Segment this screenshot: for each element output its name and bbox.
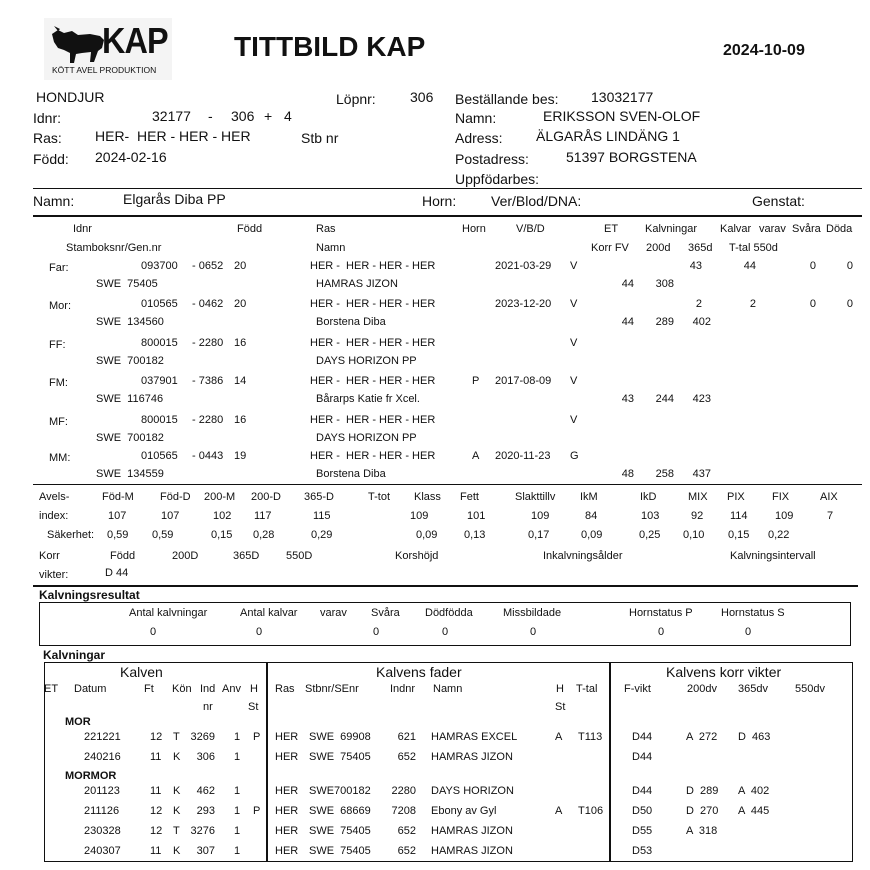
sakerhet-value: 0,17 xyxy=(528,529,550,541)
kalvningsresultat-header: Missbildade xyxy=(503,607,562,619)
ped-header-ttal: T-tal 550d xyxy=(729,242,778,254)
sakerhet-value: 0,28 xyxy=(253,529,275,541)
ped-idnr-b: - 7386 xyxy=(192,375,224,387)
kalvningsresultat-header: Hornstatus P xyxy=(629,607,693,619)
ped-korrfv: 48 xyxy=(621,468,634,480)
ped-fodd: 20 xyxy=(234,298,247,310)
bestallande-value: 13032177 xyxy=(591,89,654,105)
animal-type: HONDJUR xyxy=(36,89,105,105)
kalvn-header-200dv: 200dv xyxy=(687,683,717,695)
kalvn-namn: HAMRAS EXCEL xyxy=(431,731,518,743)
kalvningsresultat-value: 0 xyxy=(442,626,449,638)
kalvn-ft: 11 xyxy=(150,751,162,763)
group-kalven: Kalven xyxy=(120,664,163,680)
kalvn-h2: A xyxy=(555,731,563,743)
kalvn-kon: K xyxy=(173,785,181,797)
kalvn-stbnr: SWE 75405 xyxy=(309,845,371,857)
korr-inkalvningsalder-header: Inkalvningsålder xyxy=(543,550,623,562)
ped-namn: DAYS HORIZON PP xyxy=(316,355,417,367)
avelsindex-header: PIX xyxy=(727,491,745,503)
ped-label: MM: xyxy=(49,452,71,464)
ped-date: 2021-03-29 xyxy=(495,260,552,272)
ped-200d: 289 xyxy=(655,316,674,328)
ped-ras: HER - HER - HER - HER xyxy=(310,337,436,349)
ped-header-vbd: V/B/D xyxy=(516,223,545,235)
kalvn-namn: Ebony av Gyl xyxy=(431,805,497,817)
idnr-dash: - xyxy=(208,108,213,124)
kalvn-ft: 12 xyxy=(150,805,163,817)
avelsindex-header: MIX xyxy=(688,491,708,503)
kalvn-ft: 12 xyxy=(150,825,163,837)
ped-vbd: V xyxy=(570,414,578,426)
kalvningsresultat-value: 0 xyxy=(256,626,263,638)
kalvn-365dv: D 463 xyxy=(738,731,771,743)
kalvn-datum: 240307 xyxy=(84,845,121,857)
ped-365d: 437 xyxy=(692,468,711,480)
kalvn-namn: DAYS HORIZON xyxy=(431,785,514,797)
ped-idnr-a: 800015 xyxy=(141,337,178,349)
orderer-name: ERIKSSON SVEN-OLOF xyxy=(543,108,701,124)
kalvn-header-datum: Datum xyxy=(74,683,107,695)
kalvn-stbnr: SWE 75405 xyxy=(309,825,371,837)
avelsindex-value: 7 xyxy=(827,510,834,522)
korr-label-2: vikter: xyxy=(39,569,69,581)
avelsindex-header: Fett xyxy=(460,491,479,503)
group-kalvens-korr-vikter: Kalvens korr vikter xyxy=(666,664,782,680)
kalvn-stbnr: SWE 75405 xyxy=(309,751,371,763)
kalvn-200dv: A 272 xyxy=(686,731,718,743)
ped-ras: HER - HER - HER - HER xyxy=(310,260,436,272)
ped-365d: 402 xyxy=(692,316,711,328)
kalvn-stbnr: SWE700182 xyxy=(309,785,371,797)
kalvn-stbnr: SWE 69908 xyxy=(309,731,371,743)
avelsindex-value: 107 xyxy=(161,510,180,522)
ped-header-korrfv: Korr FV xyxy=(591,242,629,254)
kalvn-ras: HER xyxy=(275,805,299,817)
genstat-label: Genstat: xyxy=(752,193,805,209)
kalvn-header-h2: H xyxy=(556,683,564,695)
avelsindex-value: 103 xyxy=(641,510,660,522)
kalvningsresultat-value: 0 xyxy=(530,626,537,638)
ped-stamboknr: SWE 134559 xyxy=(96,468,164,480)
group-kalvens-fader: Kalvens fader xyxy=(376,664,462,680)
ped-header-fodd: Född xyxy=(237,223,263,235)
kalvningsresultat-value: 0 xyxy=(150,626,157,638)
kalvn-ind: 3276 xyxy=(190,825,215,837)
korr-550d-header: 550D xyxy=(286,550,313,562)
kalvn-section-label: MORMOR xyxy=(65,770,117,782)
bestallande-label: Beställande bes: xyxy=(455,91,559,107)
ped-header-kalvar: Kalvar xyxy=(720,223,752,235)
ped-label: FF: xyxy=(49,339,66,351)
kalvn-indnr: 7208 xyxy=(391,805,416,817)
avelsindex-value: 92 xyxy=(691,510,704,522)
animal-name: Elgarås Diba PP xyxy=(123,191,226,207)
kalvn-header-kon: Kön xyxy=(172,683,192,695)
ped-label: Far: xyxy=(49,262,69,274)
idnr-part1: 32177 xyxy=(152,108,191,124)
ped-vbd: V xyxy=(570,375,578,387)
sakerhet-value: 0,25 xyxy=(639,529,661,541)
kalvn-header-indnr: Indnr xyxy=(390,683,416,695)
ped-idnr-a: 010565 xyxy=(141,450,178,462)
ped-idnr-b: - 0443 xyxy=(192,450,224,462)
korr-fodd-header: Född xyxy=(110,550,136,562)
kalvningsresultat-header: Svåra xyxy=(371,607,400,619)
ped-vbd: G xyxy=(570,450,579,462)
kalvn-h2: A xyxy=(555,805,563,817)
kalvn-section-label: MOR xyxy=(65,716,91,728)
kalvn-fvikt: D53 xyxy=(632,845,653,857)
ped-header-kalvningar: Kalvningar xyxy=(645,223,697,235)
ped-namn: Bårarps Katie fr Xcel. xyxy=(316,393,420,405)
page-title: TITTBILD KAP xyxy=(234,31,426,62)
ped-ras: HER - HER - HER - HER xyxy=(310,414,436,426)
ped-svara: 0 xyxy=(809,260,816,272)
avelsindex-value: 84 xyxy=(585,510,598,522)
ped-label: FM: xyxy=(49,377,68,389)
avelsindex-header: IkD xyxy=(640,491,657,503)
ped-stamboknr: SWE 700182 xyxy=(96,432,164,444)
kalvn-ttal: T113 xyxy=(578,731,603,743)
kalvningsresultat-header: Dödfödda xyxy=(425,607,473,619)
kalvn-indnr: 621 xyxy=(397,731,416,743)
avelsindex-value: 102 xyxy=(213,510,232,522)
avelsindex-header: Föd-M xyxy=(102,491,134,503)
report-date: 2024-10-09 xyxy=(723,42,805,59)
idnr-part3: 4 xyxy=(284,108,292,124)
avelsindex-header: Slakttillv xyxy=(515,491,556,503)
ped-fodd: 20 xyxy=(234,260,247,272)
kalvn-ras: HER xyxy=(275,785,299,797)
kalvn-header-anv: Anv xyxy=(222,683,241,695)
kalvn-stbnr: SWE 68669 xyxy=(309,805,371,817)
kalvn-header-ft: Ft xyxy=(144,683,154,695)
sakerhet-value: 0,09 xyxy=(416,529,438,541)
kalvn-indnr: 652 xyxy=(397,825,416,837)
ped-kalvar: 2 xyxy=(749,298,756,310)
kalvn-header-h: H xyxy=(250,683,258,695)
sakerhet-value: 0,22 xyxy=(768,529,790,541)
kalvn-header-st2: St xyxy=(555,701,566,713)
ped-label: MF: xyxy=(49,416,68,428)
kalvn-anv: 1 xyxy=(234,825,241,837)
orderer-name-label: Namn: xyxy=(455,110,497,126)
ped-date: 2023-12-20 xyxy=(495,298,552,310)
kalvn-kon: K xyxy=(173,751,181,763)
avelsindex-label-2: index: xyxy=(39,510,69,522)
sakerhet-value: 0,29 xyxy=(311,529,333,541)
kalvn-365dv: A 402 xyxy=(738,785,770,797)
lopnr-label: Löpnr: xyxy=(336,91,376,107)
kalvn-header-ras: Ras xyxy=(275,683,295,695)
avelsindex-header: FIX xyxy=(772,491,790,503)
ped-idnr-b: - 2280 xyxy=(192,414,224,426)
ped-header-namn: Namn xyxy=(316,242,346,254)
sakerhet-value: 0,15 xyxy=(211,529,233,541)
kalvningsresultat-value: 0 xyxy=(658,626,665,638)
kalvn-datum: 230328 xyxy=(84,825,121,837)
kalvn-anv: 1 xyxy=(234,845,241,857)
ped-horn: P xyxy=(472,375,480,387)
ras-value: HER- HER - HER - HER xyxy=(95,128,251,144)
kalvn-datum: 211126 xyxy=(84,805,120,817)
ped-doda: 0 xyxy=(846,298,853,310)
korr-200d-header: 200D xyxy=(172,550,199,562)
adress-value: ÄLGARÅS LINDÄNG 1 xyxy=(536,128,680,144)
kalvn-ras: HER xyxy=(275,751,299,763)
sakerhet-value: 0,15 xyxy=(728,529,750,541)
kalvn-ft: 11 xyxy=(150,785,162,797)
kalvn-ind: 3269 xyxy=(190,731,215,743)
korr-label-1: Korr xyxy=(39,550,60,562)
avelsindex-header: 200-D xyxy=(251,491,281,503)
kalvn-header-et: ET xyxy=(44,683,59,695)
stbnr-label: Stb nr xyxy=(301,130,339,146)
ped-stamboknr: SWE 700182 xyxy=(96,355,164,367)
kalvn-ft: 11 xyxy=(150,845,162,857)
ped-idnr-a: 037901 xyxy=(141,375,178,387)
kalvn-ttal: T106 xyxy=(578,805,604,817)
ped-kalvningar: 2 xyxy=(695,298,702,310)
ped-vbd: V xyxy=(570,337,578,349)
ped-vbd: V xyxy=(570,260,578,272)
fodd-label: Född: xyxy=(33,151,69,167)
avelsindex-header: 200-M xyxy=(204,491,236,503)
ped-doda: 0 xyxy=(846,260,853,272)
avelsindex-value: 114 xyxy=(730,510,748,522)
ped-header-doda: Döda xyxy=(826,223,853,235)
idnr-part2: 306 xyxy=(231,108,255,124)
ped-ras: HER - HER - HER - HER xyxy=(310,450,436,462)
avelsindex-header: 365-D xyxy=(304,491,334,503)
avelsindex-value: 107 xyxy=(108,510,127,522)
kalvn-header-fvikt: F-vikt xyxy=(624,683,651,695)
ped-namn: Borstena Diba xyxy=(316,468,386,480)
ped-date: 2020-11-23 xyxy=(495,450,551,462)
sakerhet-value: 0,59 xyxy=(152,529,174,541)
kalvn-indnr: 2280 xyxy=(391,785,416,797)
kalvn-header-nr: nr xyxy=(203,701,213,713)
ped-idnr-b: - 0652 xyxy=(192,260,224,272)
ped-idnr-b: - 0462 xyxy=(192,298,224,310)
ped-date: 2017-08-09 xyxy=(495,375,552,387)
kap-logo xyxy=(44,18,172,80)
kalvningsresultat-header: varav xyxy=(320,607,347,619)
kalvn-fvikt: D44 xyxy=(632,751,653,763)
avelsindex-label-1: Avels- xyxy=(39,491,70,503)
kalvn-ind: 307 xyxy=(196,845,215,857)
ped-fodd: 14 xyxy=(234,375,247,387)
avelsindex-value: 109 xyxy=(531,510,550,522)
ped-ras: HER - HER - HER - HER xyxy=(310,375,436,387)
ped-header-horn: Horn xyxy=(462,223,486,235)
kalvningsresultat-header: Hornstatus S xyxy=(721,607,785,619)
ped-stamboknr: SWE 75405 xyxy=(96,278,158,290)
ras-label: Ras: xyxy=(33,130,62,146)
divider-pedigree xyxy=(33,215,862,217)
idnr-plus: + xyxy=(264,108,273,124)
kalvn-indnr: 652 xyxy=(397,845,416,857)
ped-svara: 0 xyxy=(809,298,816,310)
ped-stamboknr: SWE 134560 xyxy=(96,316,164,328)
avelsindex-value: 101 xyxy=(467,510,486,522)
ped-namn: DAYS HORIZON PP xyxy=(316,432,417,444)
ped-fodd: 19 xyxy=(234,450,247,462)
avelsindex-header: AIX xyxy=(820,491,838,503)
kalvningsresultat-header: Antal kalvningar xyxy=(129,607,208,619)
kalvn-datum: 221221 xyxy=(84,731,121,743)
ped-stamboknr: SWE 116746 xyxy=(96,393,164,405)
kalvn-header-ind: Ind xyxy=(200,683,216,695)
ped-namn: HAMRAS JIZON xyxy=(316,278,398,290)
kalvn-fvikt: D44 xyxy=(632,785,653,797)
ped-header-ras: Ras xyxy=(316,223,336,235)
kalvn-fvikt: D44 xyxy=(632,731,653,743)
kalvningsresultat-value: 0 xyxy=(373,626,380,638)
kalvn-kon: K xyxy=(173,845,181,857)
ped-365d: 423 xyxy=(692,393,711,405)
kalvn-anv: 1 xyxy=(234,731,241,743)
ped-namn: Borstena Diba xyxy=(316,316,386,328)
ped-fodd: 16 xyxy=(234,414,247,426)
kalvn-anv: 1 xyxy=(234,785,241,797)
kalvn-kon: T xyxy=(173,731,180,743)
ped-header-varav: varav xyxy=(759,223,786,235)
ped-horn: A xyxy=(472,450,480,462)
kalvn-ind: 306 xyxy=(196,751,215,763)
kalvn-ind: 293 xyxy=(196,805,215,817)
avelsindex-header: Klass xyxy=(414,491,441,503)
ped-header-idnr: Idnr xyxy=(73,223,92,235)
logo-wordmark: KAP xyxy=(102,20,168,61)
ped-200d: 258 xyxy=(655,468,674,480)
kalvningsresultat-title: Kalvningsresultat xyxy=(39,588,140,602)
kalvn-ras: HER xyxy=(275,825,299,837)
kalvn-200dv: A 318 xyxy=(686,825,718,837)
kalvn-datum: 240216 xyxy=(84,751,121,763)
ped-vbd: V xyxy=(570,298,578,310)
kalvn-header-stbnr: Stbnr/SEnr xyxy=(305,683,359,695)
horn-label: Horn: xyxy=(422,193,457,209)
ped-200d: 308 xyxy=(655,278,674,290)
kalvn-header-ttal: T-tal xyxy=(576,683,598,695)
divider-pedigree-end xyxy=(33,484,862,485)
ped-200d: 244 xyxy=(655,393,674,405)
ped-header-365d: 365d xyxy=(688,242,713,254)
avelsindex-value: 109 xyxy=(775,510,794,522)
kalvn-anv: 1 xyxy=(234,751,241,763)
verblod-label: Ver/Blod/DNA: xyxy=(491,193,582,209)
sakerhet-value: 0,13 xyxy=(464,529,486,541)
lopnr-value: 306 xyxy=(410,89,434,105)
korr-kalvningsintervall-header: Kalvningsintervall xyxy=(730,550,816,562)
kalvn-datum: 201123 xyxy=(84,785,120,797)
kalvningar-title: Kalvningar xyxy=(43,648,106,662)
ped-kalvar: 44 xyxy=(743,260,756,272)
postadress-label: Postadress: xyxy=(455,151,529,167)
fodd-value: 2024-02-16 xyxy=(95,149,167,165)
kalvn-fvikt: D55 xyxy=(632,825,653,837)
ped-ras: HER - HER - HER - HER xyxy=(310,298,436,310)
ped-idnr-a: 800015 xyxy=(141,414,178,426)
kalvn-fvikt: D50 xyxy=(632,805,653,817)
kalvn-ft: 12 xyxy=(150,731,163,743)
ped-korrfv: 44 xyxy=(621,316,634,328)
kalvn-header-namn: Namn xyxy=(433,683,463,695)
kalvn-header-365dv: 365dv xyxy=(738,683,768,695)
ped-korrfv: 43 xyxy=(621,393,634,405)
uppfodarbes-label: Uppfödarbes: xyxy=(455,171,540,187)
kalvn-kon: T xyxy=(173,825,180,837)
kalvn-namn: HAMRAS JIZON xyxy=(431,751,513,763)
korr-korshojd-header: Korshöjd xyxy=(395,550,439,562)
kalvn-namn: HAMRAS JIZON xyxy=(431,825,513,837)
ped-header-svara: Svåra xyxy=(792,223,821,235)
sakerhet-value: 0,59 xyxy=(107,529,129,541)
divider-top xyxy=(33,188,862,189)
ped-idnr-b: - 2280 xyxy=(192,337,224,349)
kalvn-ind: 462 xyxy=(196,785,215,797)
kalvn-ras: HER xyxy=(275,845,299,857)
korr-fodd-value: D 44 xyxy=(105,567,129,579)
korr-365d-header: 365D xyxy=(233,550,260,562)
kalvn-namn: HAMRAS JIZON xyxy=(431,845,513,857)
avelsindex-header: T-tot xyxy=(368,491,391,503)
ped-fodd: 16 xyxy=(234,337,247,349)
adress-label: Adress: xyxy=(455,130,503,146)
sakerhet-value: 0,10 xyxy=(683,529,705,541)
logo-subtitle: KÖTT AVEL PRODUKTION xyxy=(52,65,157,75)
avelsindex-value: 117 xyxy=(254,510,272,522)
ped-kalvningar: 43 xyxy=(689,260,702,272)
kalvn-h: P xyxy=(253,805,261,817)
avelsindex-value: 115 xyxy=(313,510,331,522)
avelsindex-header: Föd-D xyxy=(160,491,191,503)
avelsindex-header: IkM xyxy=(580,491,598,503)
kalvn-ras: HER xyxy=(275,731,299,743)
kalvningsresultat-value: 0 xyxy=(745,626,752,638)
ped-header-200d: 200d xyxy=(646,242,671,254)
ped-idnr-a: 010565 xyxy=(141,298,178,310)
ped-header-et: ET xyxy=(604,223,619,235)
divider-kalvningsresultat xyxy=(33,585,858,587)
kalvn-h: P xyxy=(253,731,261,743)
ped-header-stambok: Stamboksnr/Gen.nr xyxy=(66,242,162,254)
sakerhet-label: Säkerhet: xyxy=(47,529,95,541)
ped-idnr-a: 093700 xyxy=(141,260,178,272)
postadress-value: 51397 BORGSTENA xyxy=(566,149,697,165)
kalvn-365dv: A 445 xyxy=(738,805,770,817)
kalvn-kon: K xyxy=(173,805,181,817)
kalvn-header-550dv: 550dv xyxy=(795,683,825,695)
avelsindex-value: 109 xyxy=(410,510,429,522)
kalvn-header-st: St xyxy=(248,701,259,713)
kalvn-200dv: D 270 xyxy=(686,805,719,817)
kalvn-200dv: D 289 xyxy=(686,785,719,797)
idnr-label: Idnr: xyxy=(33,110,62,126)
ped-label: Mor: xyxy=(49,300,71,312)
kalvningsresultat-header: Antal kalvar xyxy=(240,607,298,619)
kalvn-indnr: 652 xyxy=(397,751,416,763)
sakerhet-value: 0,09 xyxy=(581,529,603,541)
kalvn-anv: 1 xyxy=(234,805,241,817)
animal-name-label: Namn: xyxy=(33,193,75,209)
ped-korrfv: 44 xyxy=(621,278,634,290)
